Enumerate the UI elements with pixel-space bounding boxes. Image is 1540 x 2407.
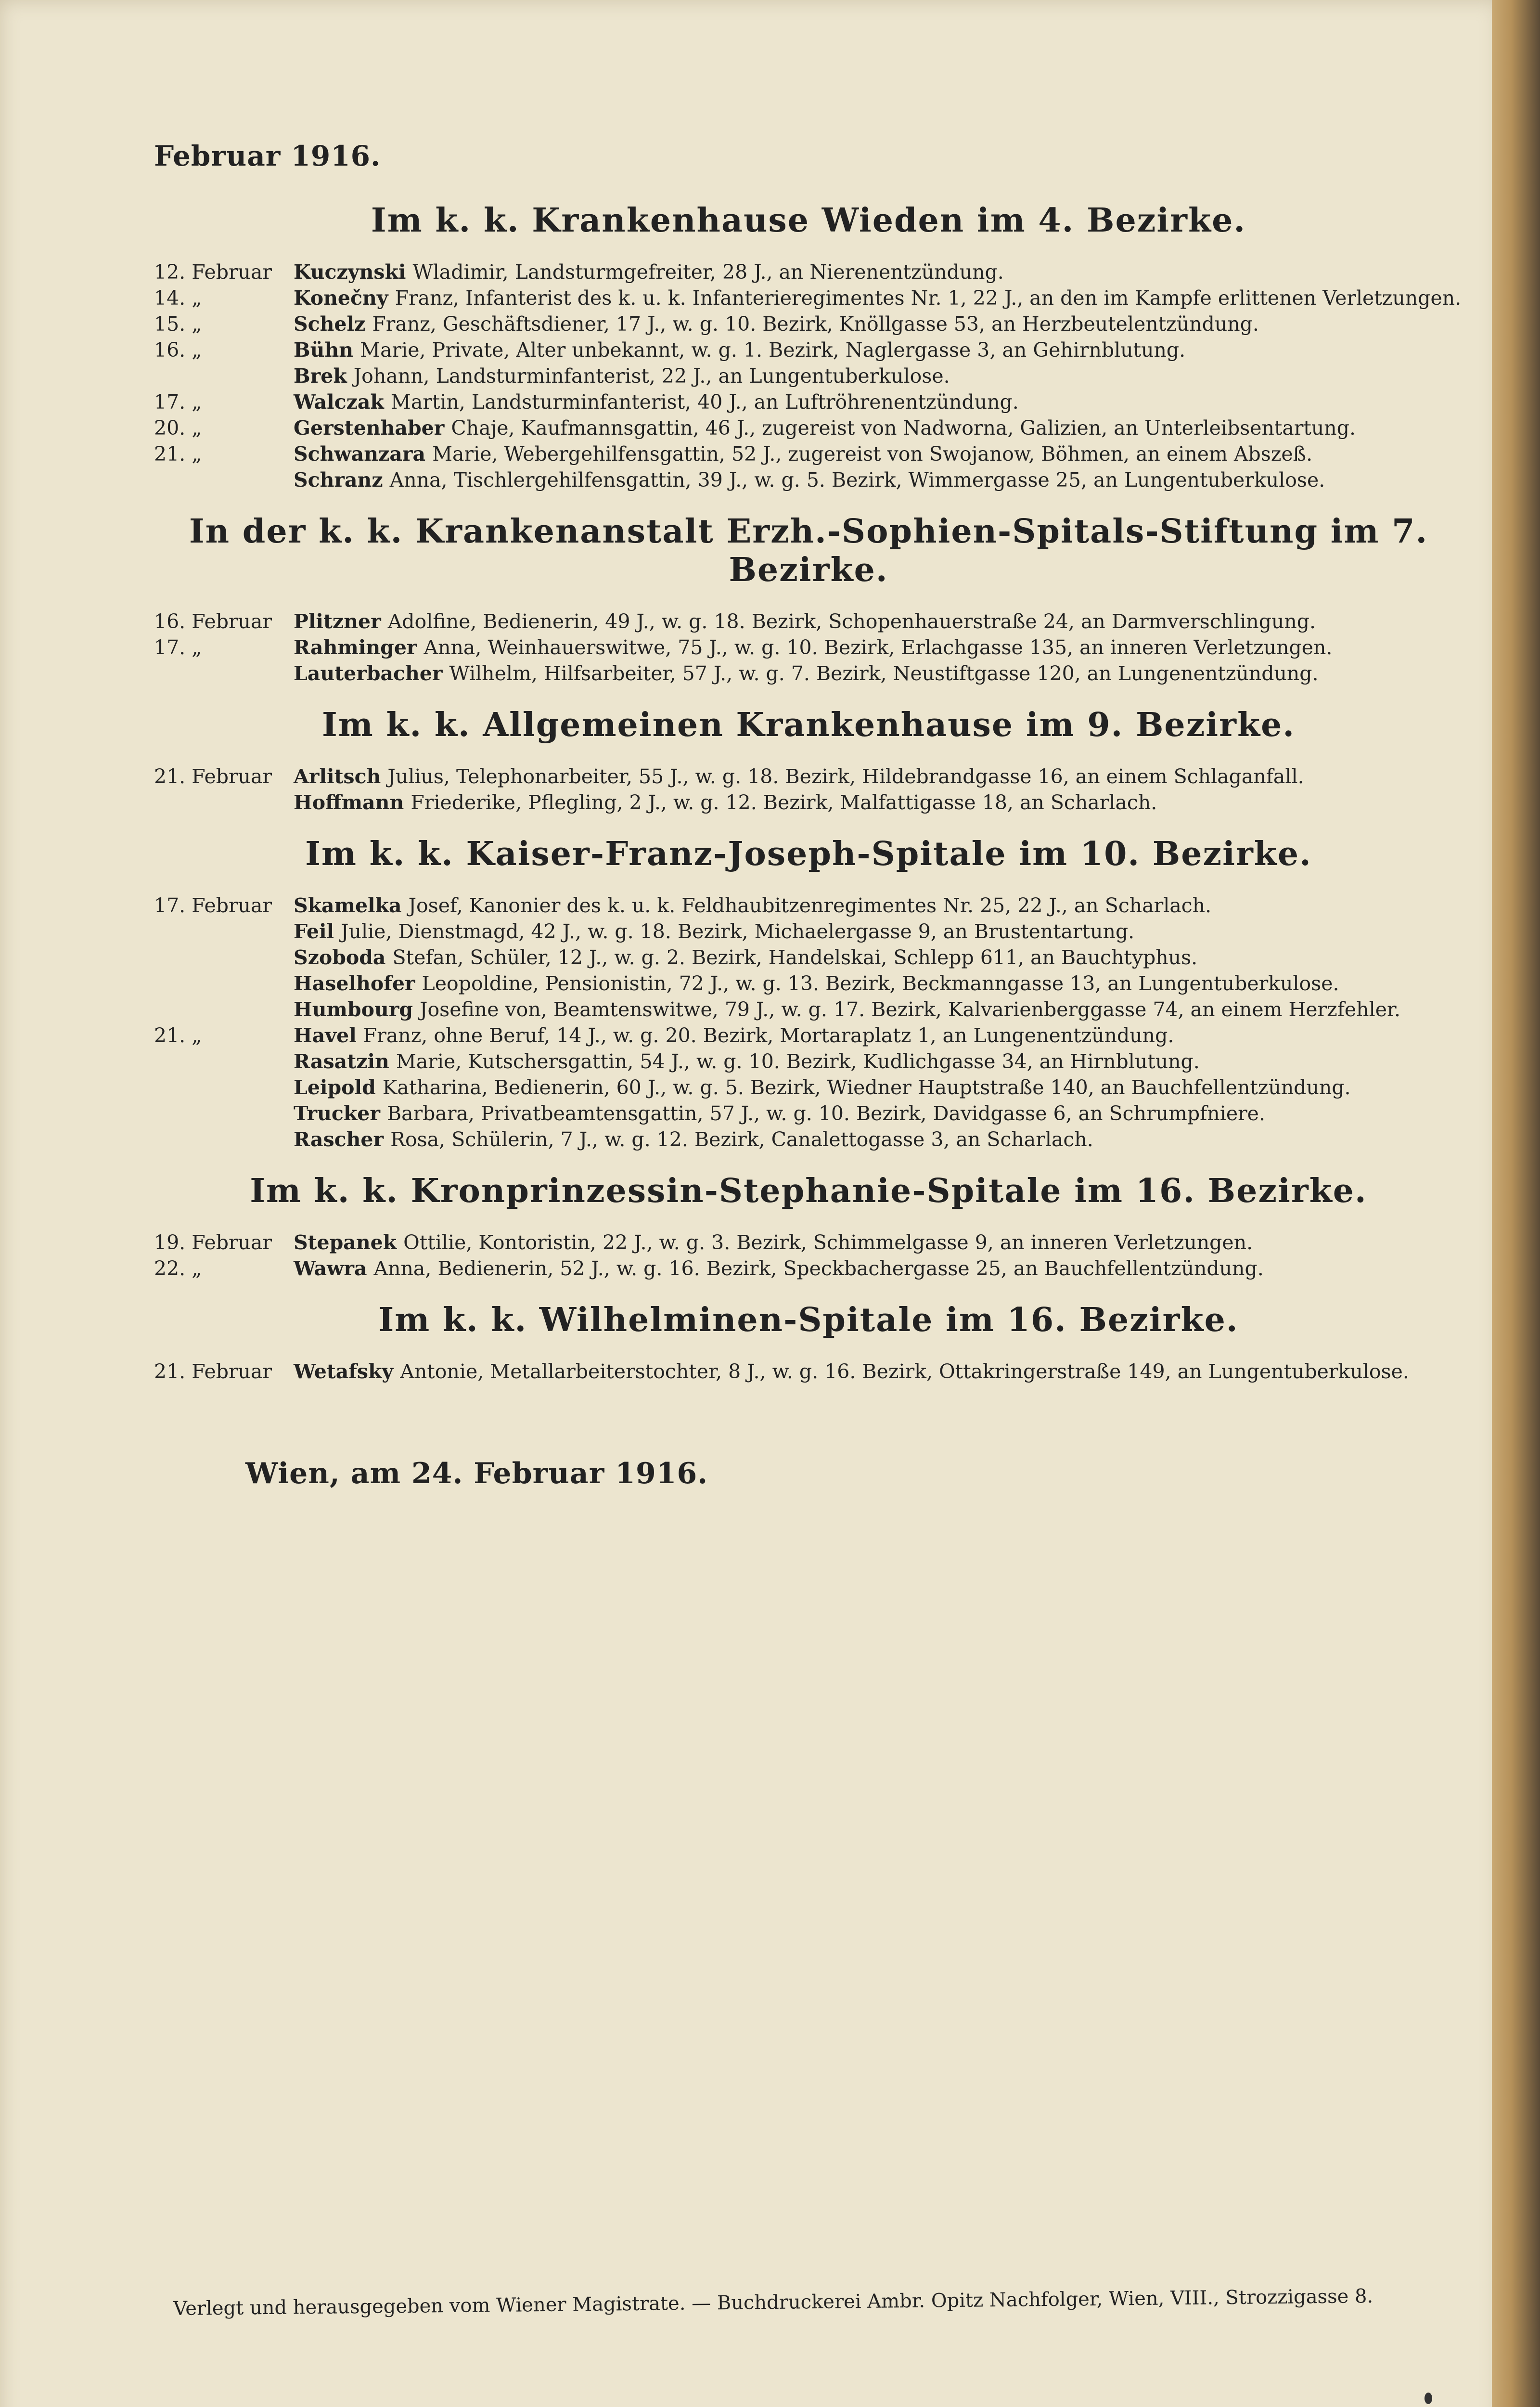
section [154, 512, 1463, 686]
entry-details: Marie, Private, Alter unbekannt, w. g. 1. Bezirk, Naglergasse 3, an Gehirnblutung. [360, 338, 1186, 362]
death-entry [154, 415, 1463, 441]
entry-details: Franz, Geschäftsdiener, 17 J., w. g. 10. Bezirk, Knöllgasse 53, an Herzbeutelentzündung. [372, 312, 1259, 336]
section [154, 201, 1463, 493]
section [154, 706, 1463, 815]
entry-details: Wladimir, Landsturmgefreiter, 28 J., an Nierenentzündung. [412, 260, 1004, 284]
entry-date: 12. Februar [154, 260, 272, 284]
closing-line: Wien, am 24. Februar 1916. [245, 1457, 708, 1490]
death-entry [154, 764, 1463, 789]
entry-surname: Rahminger [294, 636, 417, 659]
entry-surname: Skamelka [294, 894, 402, 917]
entry-surname: Walczak [294, 390, 384, 414]
entry-body [294, 893, 1463, 919]
entry-details: Barbara, Privatbeamtensgattin, 57 J., w. g. 10. Bezirk, Davidgasse 6, an Schrumpfniere. [387, 1102, 1265, 1125]
entry-body [294, 971, 1463, 996]
entry-details: Friederike, Pflegling, 2 J., w. g. 12. Bezirk, Malfattigasse 18, an Scharlach. [411, 791, 1157, 814]
section-title: In der k. k. Krankenanstalt Erzh.-Sophien-Spitals-Stiftung im 7. Bezirke. [189, 512, 1428, 589]
section-title: Im k. k. Allgemeinen Krankenhause im 9. Bezirke. [321, 706, 1296, 744]
entry-body [294, 1359, 1463, 1385]
death-entry [154, 467, 1463, 493]
entry-body [294, 660, 1463, 686]
section [154, 1172, 1463, 1281]
death-entry [154, 919, 1463, 945]
entry-body [294, 467, 1463, 493]
entry-body [294, 608, 1463, 634]
death-entry [154, 1229, 1463, 1255]
entry-body [294, 1100, 1463, 1126]
death-entry [154, 971, 1463, 996]
dateline: Februar 1916. [154, 140, 381, 172]
entry-surname: Feil [294, 920, 334, 943]
entry-details: Julie, Dienstmagd, 42 J., w. g. 18. Bezirk, Michaelergasse 9, an Brustentartung. [341, 920, 1135, 943]
entry-details: Anna, Weinhauerswitwe, 75 J., w. g. 10. Bezirk, Erlachgasse 135, an inneren Verletzungen. [424, 636, 1333, 659]
entry-details: Stefan, Schüler, 12 J., w. g. 2. Bezirk, Handelskai, Schlepp 611, an Bauchtyphus. [392, 946, 1198, 969]
death-entry [154, 893, 1463, 919]
entry-date: 16. „ [154, 338, 202, 362]
entry-body [294, 337, 1463, 363]
entry-details: Josef, Kanonier des k. u. k. Feldhaubitzenregimentes Nr. 25, 22 J., an Scharlach. [408, 894, 1212, 917]
death-entry [154, 311, 1463, 337]
entry-surname: Bühn [294, 338, 354, 362]
death-entry [154, 789, 1463, 815]
entry-date: 21. Februar [154, 1360, 272, 1383]
death-entry [154, 1255, 1463, 1281]
entry-body [294, 259, 1463, 285]
section [154, 1301, 1463, 1385]
entry-body [294, 1126, 1463, 1152]
entry-date: 19. Februar [154, 1231, 272, 1254]
entry-surname: Kuczynski [294, 260, 406, 284]
entry-details: Leopoldine, Pensionistin, 72 J., w. g. 13. Bezirk, Beckmanngasse 13, an Lungentuberkulose. [422, 972, 1339, 995]
entry-date: 17. „ [154, 636, 202, 659]
entry-details: Julius, Telephonarbeiter, 55 J., w. g. 18. Bezirk, Hildebrandgasse 16, an einem Schlaganfall. [387, 765, 1304, 788]
sections-container [154, 201, 1463, 1385]
entry-surname: Konečny [294, 286, 388, 310]
entry-details: Marie, Kutschersgattin, 54 J., w. g. 10. Bezirk, Kudlichgasse 34, an Hirnblutung. [396, 1050, 1200, 1073]
entry-surname: Stepanek [294, 1231, 397, 1254]
death-entry [154, 285, 1463, 311]
entry-details: Franz, ohne Beruf, 14 J., w. g. 20. Bezirk, Mortaraplatz 1, an Lungenentzündung. [363, 1024, 1174, 1047]
entry-details: Johann, Landsturminfanterist, 22 J., an Lungentuberkulose. [353, 364, 950, 388]
entry-details: Ottilie, Kontoristin, 22 J., w. g. 3. Bezirk, Schimmelgasse 9, an inneren Verletzungen. [403, 1231, 1253, 1254]
entry-surname: Humbourg [294, 998, 413, 1021]
death-entry [154, 660, 1463, 686]
entry-body [294, 1048, 1463, 1074]
entry-surname: Gerstenhaber [294, 416, 445, 440]
death-entry [154, 441, 1463, 467]
entry-surname: Arlitsch [294, 765, 381, 788]
entry-date: 17. „ [154, 390, 202, 414]
section-title: Im k. k. Kronprinzessin-Stephanie-Spitale im 16. Bezirke. [250, 1172, 1367, 1210]
entry-date: 22. „ [154, 1257, 202, 1280]
entry-details: Wilhelm, Hilfsarbeiter, 57 J., w. g. 7. Bezirk, Neustiftgasse 120, an Lungenentzündung. [449, 662, 1319, 685]
entry-details: Marie, Webergehilfensgattin, 52 J., zugereist von Swojanow, Böhmen, an einem Abszeß. [432, 442, 1313, 466]
death-entry [154, 1100, 1463, 1126]
entry-body [294, 389, 1463, 415]
entry-body [294, 1022, 1463, 1048]
death-entry [154, 337, 1463, 363]
page-edge [1492, 0, 1540, 2407]
entry-surname: Schwanzara [294, 442, 426, 466]
entry-date: 14. „ [154, 286, 202, 310]
entry-surname: Wetafsky [294, 1360, 394, 1383]
entry-surname: Rascher [294, 1128, 384, 1151]
entry-body [294, 919, 1463, 945]
entry-details: Katharina, Bedienerin, 60 J., w. g. 5. Bezirk, Wiedner Hauptstraße 140, an Bauchfellentzündung. [382, 1076, 1351, 1099]
entry-surname: Brek [294, 364, 347, 388]
section-title: Im k. k. Kaiser-Franz-Joseph-Spitale im 10. Bezirke. [305, 835, 1312, 873]
entry-surname: Havel [294, 1024, 357, 1047]
entry-surname: Lauterbacher [294, 662, 443, 685]
entry-surname: Szoboda [294, 946, 386, 969]
entry-surname: Rasatzin [294, 1050, 389, 1073]
entry-details: Adolfine, Bedienerin, 49 J., w. g. 18. Bezirk, Schopenhauerstraße 24, an Darmverschlingung. [387, 610, 1316, 633]
entry-body [294, 415, 1463, 441]
entry-body [294, 441, 1463, 467]
entry-surname: Schelz [294, 312, 366, 336]
entry-body [294, 363, 1463, 389]
entry-body [294, 945, 1463, 971]
entry-details: Franz, Infanterist des k. u. k. Infanterieregimentes Nr. 1, 22 J., an den im Kampfe erlittenen Verletzungen. [395, 286, 1462, 310]
entry-surname: Haselhofer [294, 972, 415, 995]
entry-surname: Hoffmann [294, 791, 404, 814]
death-entry [154, 363, 1463, 389]
death-entry [154, 1074, 1463, 1100]
death-entry [154, 1022, 1463, 1048]
entry-body [294, 1229, 1463, 1255]
section [154, 835, 1463, 1152]
ink-speck [1424, 2393, 1432, 2404]
entry-date: 20. „ [154, 416, 202, 440]
death-entry [154, 259, 1463, 285]
entry-date: 16. Februar [154, 610, 272, 633]
section-title: Im k. k. Krankenhause Wieden im 4. Bezirke. [371, 201, 1246, 240]
death-entry [154, 1126, 1463, 1152]
entry-details: Anna, Tischlergehilfensgattin, 39 J., w. g. 5. Bezirk, Wimmergasse 25, an Lungentuberkulose. [389, 468, 1325, 492]
entry-body [294, 311, 1463, 337]
entry-surname: Trucker [294, 1102, 380, 1125]
entry-body [294, 789, 1463, 815]
entry-surname: Schranz [294, 468, 383, 492]
entry-date: 17. Februar [154, 894, 272, 917]
death-entry [154, 996, 1463, 1022]
entry-date: 21. Februar [154, 765, 272, 788]
death-entry [154, 1359, 1463, 1385]
entry-details: Anna, Bedienerin, 52 J., w. g. 16. Bezirk, Speckbachergasse 25, an Bauchfellentzündung. [373, 1257, 1264, 1280]
entry-surname: Plitzner [294, 610, 381, 633]
death-entry [154, 1048, 1463, 1074]
entry-date: 15. „ [154, 312, 202, 336]
entry-details: Martin, Landsturminfanterist, 40 J., an Luftröhrenentzündung. [390, 390, 1019, 414]
death-entry [154, 945, 1463, 971]
entry-details: Antonie, Metallarbeiterstochter, 8 J., w. g. 16. Bezirk, Ottakringerstraße 149, an Lungentuberkulose. [400, 1360, 1409, 1383]
death-entry [154, 608, 1463, 634]
entry-body [294, 285, 1463, 311]
entry-surname: Wawra [294, 1257, 367, 1280]
entry-details: Rosa, Schülerin, 7 J., w. g. 12. Bezirk, Canalettogasse 3, an Scharlach. [390, 1128, 1093, 1151]
death-entry [154, 389, 1463, 415]
death-entry [154, 634, 1463, 660]
entry-body [294, 996, 1463, 1022]
entry-details: Josefine von, Beamtenswitwe, 79 J., w. g. 17. Bezirk, Kalvarienberggasse 74, an einem Herzfehler. [420, 998, 1401, 1021]
publisher-footer: Verlegt und herausgegeben vom Wiener Magistrate. — Buchdruckerei Ambr. Opitz Nachfolger, Wien, VIII., Strozzigasse 8. [173, 2285, 1373, 2320]
entry-details: Chaje, Kaufmannsgattin, 46 J., zugereist von Nadworna, Galizien, an Unterleibsentartung. [451, 416, 1356, 440]
entry-date: 21. „ [154, 442, 202, 466]
entry-body [294, 1255, 1463, 1281]
entry-body [294, 764, 1463, 789]
section-title: Im k. k. Wilhelminen-Spitale im 16. Bezirke. [378, 1301, 1239, 1339]
entry-date: 21. „ [154, 1024, 202, 1047]
entry-body [294, 1074, 1463, 1100]
document-content [154, 140, 1463, 1490]
entry-body [294, 634, 1463, 660]
entry-surname: Leipold [294, 1076, 376, 1099]
